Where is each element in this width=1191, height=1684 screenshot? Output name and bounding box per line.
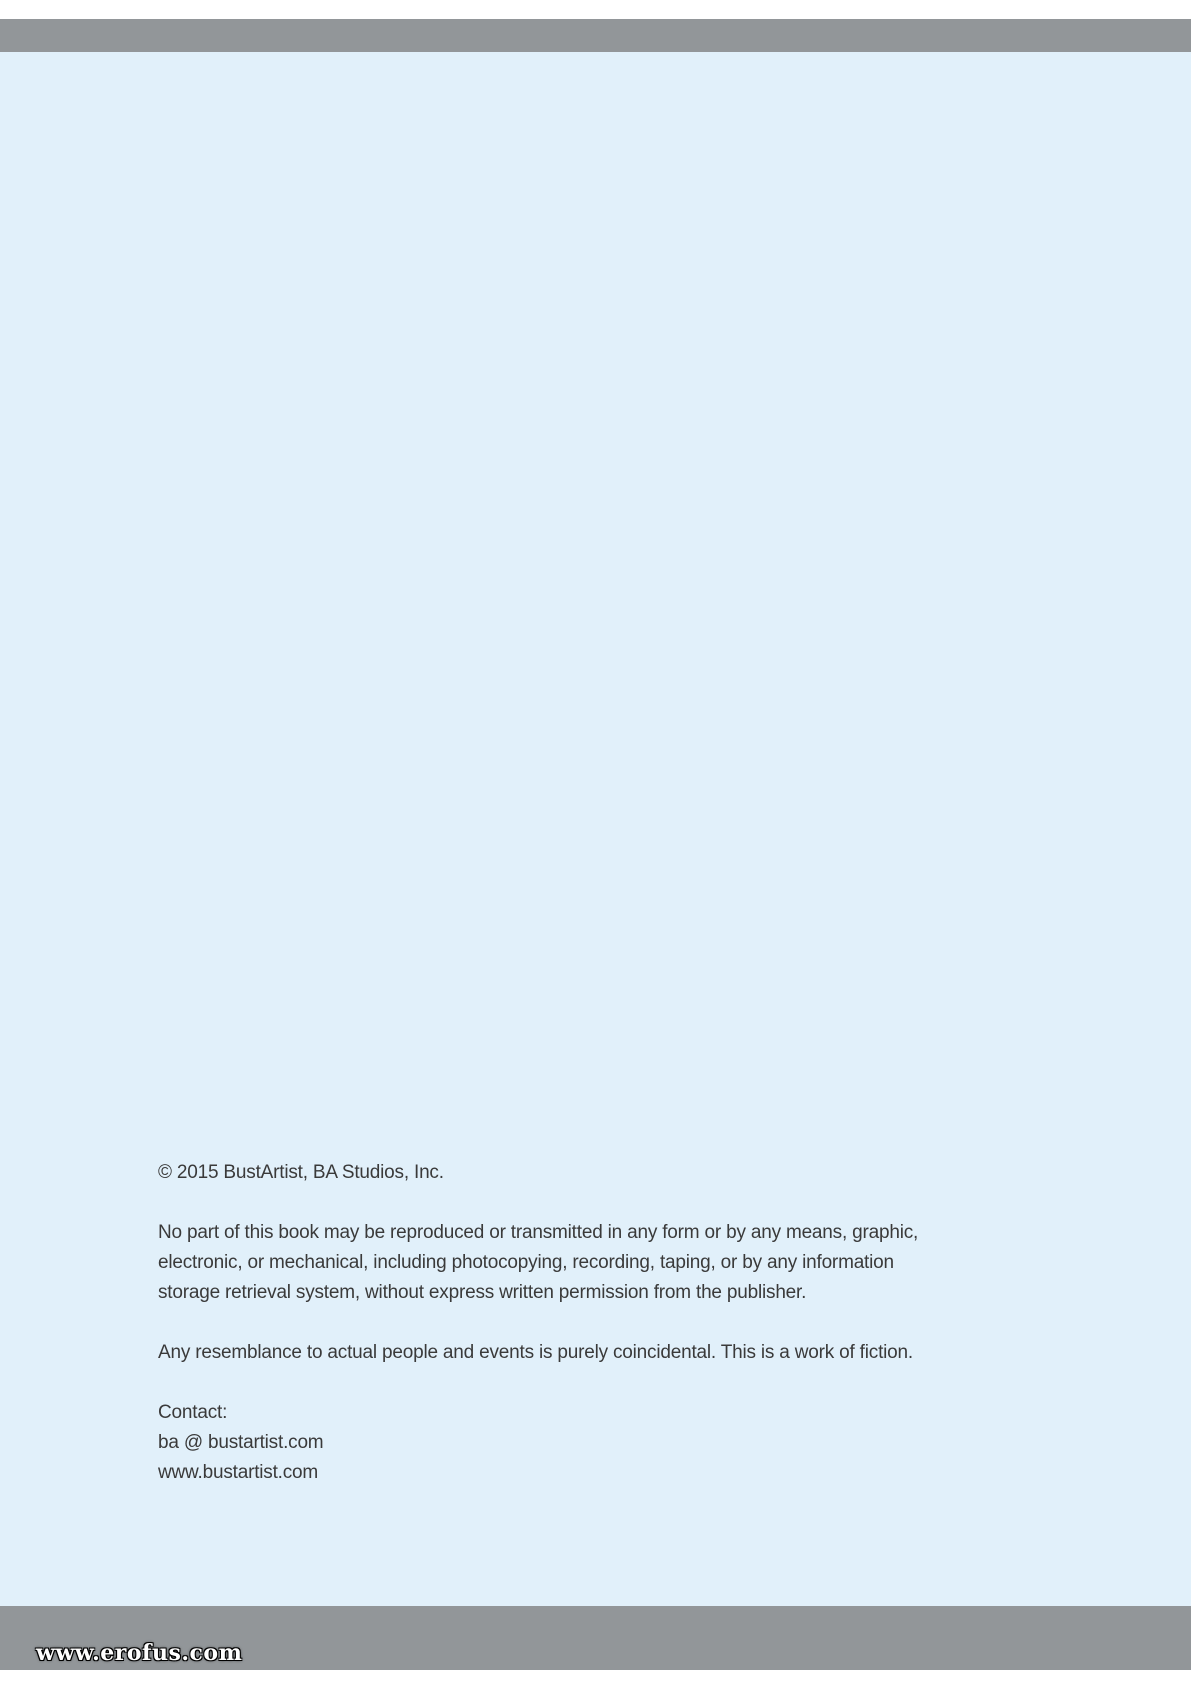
rights-notice xyxy=(158,1218,1038,1308)
contact-heading: Contact: xyxy=(158,1402,228,1423)
rights-notice-line: electronic, or mechanical, including photocopying, recording, taping, or by any information xyxy=(158,1252,894,1273)
copyright-page-text xyxy=(158,1158,1038,1518)
copyright-text: © 2015 BustArtist, BA Studios, Inc. xyxy=(158,1162,444,1183)
contact-website: www.bustartist.com xyxy=(158,1462,319,1483)
top-grey-band xyxy=(0,19,1191,52)
rights-notice-line: No part of this book may be reproduced or transmitted in any form or by any means, graphic, xyxy=(158,1222,919,1243)
contact-email: ba @ bustartist.com xyxy=(158,1432,324,1453)
contact-section xyxy=(158,1398,1038,1488)
rights-notice-line: storage retrieval system, without express written permission from the publisher. xyxy=(158,1282,807,1303)
disclaimer-text: Any resemblance to actual people and events is purely coincidental. This is a work of fiction. xyxy=(158,1342,913,1363)
fiction-disclaimer xyxy=(158,1338,1038,1368)
copyright-line xyxy=(158,1158,1038,1188)
site-watermark: www.erofus.com xyxy=(36,1640,243,1666)
